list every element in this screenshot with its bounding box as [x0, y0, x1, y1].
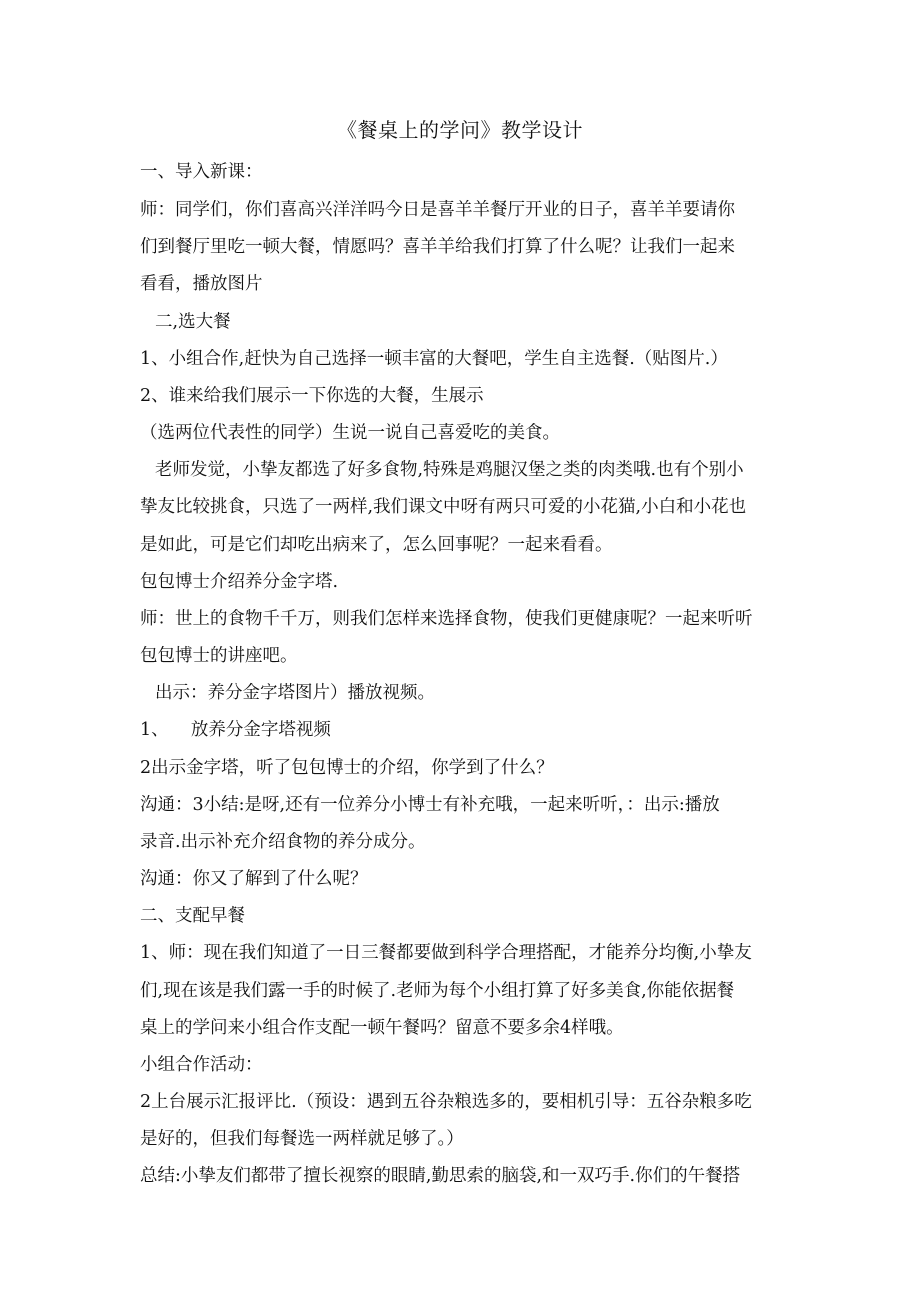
paragraph-line: （选两位代表性的同学）生说一说自己喜爱吃的美食。 [140, 423, 560, 443]
paragraph-line: 师：世上的食物千千万，则我们怎样来选择食物，使我们更健康呢？一起来听听 [140, 609, 753, 629]
paragraph-line: 包包博士介绍养分金字塔. [140, 572, 339, 592]
paragraph-line: 看看，播放图片 [140, 274, 263, 294]
paragraph-line: 包包博士的讲座吧。 [140, 646, 298, 666]
section-heading: 一、导入新课： [140, 162, 263, 182]
paragraph-line: 小组合作活动： [140, 1055, 263, 1075]
paragraph-line: 们,现在该是我们露一手的时候了.老师为每个小组打算了好多美食,你能依据餐 [140, 981, 735, 1001]
paragraph-line: 1、师：现在我们知道了一日三餐都要做到科学合理搭配，才能养分均衡,小挚友 [140, 943, 752, 963]
paragraph-line: 1、小组合作,赶快为自己选择一顿丰富的大餐吧，学生自主选餐.（贴图片.） [140, 349, 728, 369]
paragraph-line: 出示：养分金字塔图片）播放视频。 [155, 683, 435, 703]
paragraph-line: 师：同学们，你们喜高兴洋洋吗今日是喜羊羊餐厅开业的日子，喜羊羊要请你 [140, 200, 735, 220]
paragraph-line: 1、 放养分金字塔视频 [140, 720, 331, 740]
paragraph-line: 是如此，可是它们却吃出病来了，怎么回事呢？一起来看看。 [140, 535, 613, 555]
paragraph-line: 是好的，但我们每餐选一两样就足够了。） [140, 1129, 464, 1149]
paragraph-line: 挚友比较挑食，只选了一两样,我们课文中呀有两只可爱的小花猫,小白和小花也 [140, 497, 747, 517]
paragraph-line: 沟通：你又了解到了什么呢？ [140, 869, 368, 889]
paragraph-line: 沟通：3小结:是呀,还有一位养分小博士有补充哦，一起来听听，：出示:播放 [140, 795, 720, 815]
paragraph-line: 桌上的学问来小组合作支配一顿午餐吗？留意不要多余4样哦。 [140, 1018, 624, 1038]
paragraph-line: 老师发觉，小挚友都选了好多食物,特殊是鸡腿汉堡之类的肉类哦.也有个别小 [155, 460, 744, 480]
paragraph-line: 们到餐厅里吃一顿大餐，情愿吗？喜羊羊给我们打算了什么呢？让我们一起来 [140, 237, 735, 257]
paragraph-line: 录音.出示补充介绍食物的养分成分。 [140, 832, 426, 852]
paragraph-line: 总结:小挚友们都带了擅长视察的眼睛,勤思索的脑袋,和一双巧手.你们的午餐搭 [140, 1166, 741, 1186]
paragraph-line: 2上台展示汇报评比.（预设：遇到五谷杂粮选多的，要相机引导：五谷杂粮多吃 [140, 1092, 752, 1112]
document-title: 《餐桌上的学问》教学设计 [337, 118, 583, 142]
section-heading: 二、支配早餐 [140, 906, 245, 926]
paragraph-line: 2、谁来给我们展示一下你选的大餐，生展示 [140, 386, 484, 406]
paragraph-line: 2出示金字塔，听了包包博士的介绍，你学到了什么？ [140, 758, 554, 778]
section-heading: 二,选大餐 [155, 312, 231, 332]
